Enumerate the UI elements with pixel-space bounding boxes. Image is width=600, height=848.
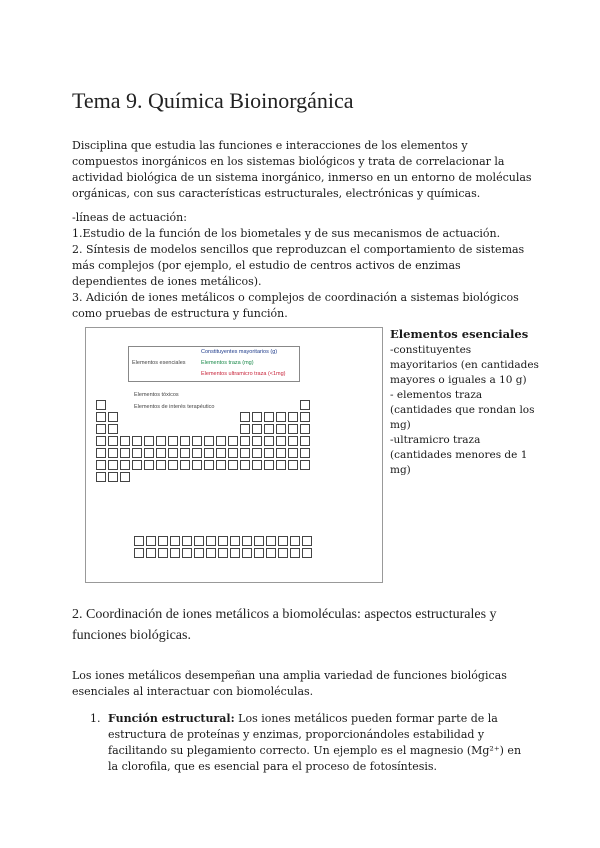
element-cell [156, 448, 166, 458]
legend-box [128, 346, 300, 382]
legend-therapeutic: Elementos de interés terapéutico [134, 404, 215, 410]
list-item-number: 1. [90, 712, 101, 725]
element-cell [252, 424, 262, 434]
section-2-heading: 2. Coordinación de iones metálicos a biomoléculas: aspectos estructurales y funciones biológicas. [72, 607, 497, 643]
element-cell [230, 548, 240, 558]
element-cell [252, 436, 262, 446]
element-cell [300, 424, 310, 434]
element-cell [228, 448, 238, 458]
element-cell [240, 448, 250, 458]
lines-block [72, 210, 532, 322]
element-cell [170, 536, 180, 546]
element-cell [96, 460, 106, 470]
periodic-table-figure [85, 327, 383, 583]
element-cell [168, 436, 178, 446]
element-cell [108, 460, 118, 470]
element-cell [276, 424, 286, 434]
element-cell [302, 536, 312, 546]
element-cell [206, 548, 216, 558]
element-cell [228, 436, 238, 446]
element-cell [120, 472, 130, 482]
element-cell [204, 448, 214, 458]
element-cell [144, 460, 154, 470]
element-cell [132, 436, 142, 446]
element-cell [158, 548, 168, 558]
element-cell [288, 436, 298, 446]
element-cell [206, 536, 216, 546]
element-cell [300, 460, 310, 470]
element-cell [252, 460, 262, 470]
element-cell [216, 448, 226, 458]
element-cell [120, 460, 130, 470]
element-cell [252, 412, 262, 422]
element-cell [300, 448, 310, 458]
element-cell [290, 536, 300, 546]
functions-list [90, 711, 530, 775]
element-cell [182, 548, 192, 558]
element-cell [180, 460, 190, 470]
element-cell [240, 436, 250, 446]
side-note-3: -ultramicro traza (cantidades menores de 1 mg) [390, 434, 528, 476]
element-cell [96, 448, 106, 458]
element-cell [204, 436, 214, 446]
element-cell [240, 460, 250, 470]
element-cell [204, 460, 214, 470]
line-2: 2. Síntesis de modelos sencillos que reproduzcan el comportamiento de sistemas más complejos (por ejemplo, el estudio de centros activos de enzimas dependientes de iones metálicos). [72, 243, 525, 288]
element-cell [218, 548, 228, 558]
element-cell [194, 548, 204, 558]
element-cell [180, 436, 190, 446]
element-cell [96, 400, 106, 410]
element-cell [96, 412, 106, 422]
element-cell [252, 448, 262, 458]
element-cell [156, 460, 166, 470]
side-note-1: -constituyentes mayoritarios (en cantidades mayores o iguales a 10 g) [390, 344, 539, 386]
element-cell [276, 448, 286, 458]
element-cell [192, 460, 202, 470]
list-item-bold: Función estructural: [108, 712, 235, 725]
element-cell [156, 436, 166, 446]
element-cell [134, 548, 144, 558]
element-cell [276, 460, 286, 470]
element-cell [120, 448, 130, 458]
element-cell [146, 536, 156, 546]
element-cell [132, 448, 142, 458]
side-title: Elementos esenciales [390, 327, 529, 341]
line-1: 1.Estudio de la función de los biometales y de sus mecanismos de actuación. [72, 227, 501, 240]
element-cell [170, 548, 180, 558]
element-cell [228, 460, 238, 470]
element-cell [120, 436, 130, 446]
element-cell [134, 536, 144, 546]
element-cell [108, 472, 118, 482]
element-cell [182, 536, 192, 546]
element-cell [180, 448, 190, 458]
legend-ultra: Elementos ultramicro traza (<1mg) [201, 371, 286, 377]
element-cell [290, 548, 300, 558]
element-cell [288, 412, 298, 422]
intro-paragraph: Disciplina que estudia las funciones e interacciones de los elementos y compuestos inorgánicos en los sistemas biológicos y trata de correlacionar la actividad biológica de un sistema inorgánico, inmerso en un entorno de moléculas orgánicas, con sus características estructurales, electrónicas y químicas. [72, 139, 532, 200]
element-cell [216, 436, 226, 446]
element-cell [192, 448, 202, 458]
element-cell [300, 436, 310, 446]
side-notes [390, 327, 540, 478]
element-cell [276, 412, 286, 422]
element-cell [108, 412, 118, 422]
element-cell [96, 472, 106, 482]
element-cell [278, 536, 288, 546]
element-cell [108, 436, 118, 446]
element-cell [288, 424, 298, 434]
element-cell [266, 536, 276, 546]
element-cell [168, 448, 178, 458]
element-cell [194, 536, 204, 546]
element-cell [216, 460, 226, 470]
element-cell [242, 536, 252, 546]
element-cell [264, 424, 274, 434]
element-cell [158, 536, 168, 546]
element-cell [266, 548, 276, 558]
element-cell [218, 536, 228, 546]
legend-major: Constituyentes mayoritarios (g) [201, 349, 278, 355]
page-title: Tema 9. Química Bioinorgánica [72, 88, 354, 113]
element-cell [146, 548, 156, 558]
element-cell [288, 448, 298, 458]
element-cell [108, 424, 118, 434]
element-cell [96, 436, 106, 446]
element-cell [264, 436, 274, 446]
element-cell [278, 548, 288, 558]
element-cell [144, 448, 154, 458]
element-cell [264, 412, 274, 422]
section-2-paragraph: Los iones metálicos desempeñan una amplia variedad de funciones biológicas esenciales al interactuar con biomoléculas. [72, 669, 507, 698]
list-item-text: Los iones metálicos pueden formar parte de la estructura de proteínas y enzimas, proporcionándoles estabilidad y facilitando su plegamiento correcto. Un ejemplo es el magnesio (Mg²⁺) en la clorofila, que es esencial para el proceso de fotosíntesis. [108, 712, 522, 773]
element-cell [144, 436, 154, 446]
element-cell [168, 460, 178, 470]
element-cell [254, 548, 264, 558]
element-cell [300, 400, 310, 410]
legend-trace: Elementos traza (mg) [201, 360, 254, 366]
element-cell [254, 536, 264, 546]
element-cell [240, 424, 250, 434]
element-cell [300, 412, 310, 422]
element-cell [302, 548, 312, 558]
element-cell [276, 436, 286, 446]
element-cell [96, 424, 106, 434]
line-3: 3. Adición de iones metálicos o complejos de coordinación a sistemas biológicos como pruebas de estructura y función. [72, 291, 519, 320]
element-cell [230, 536, 240, 546]
element-cell [108, 448, 118, 458]
element-cell [240, 412, 250, 422]
legend-toxic: Elementos tóxicos [134, 392, 179, 398]
side-note-2: - elementos traza (cantidades que rondan los mg) [390, 389, 535, 431]
element-cell [288, 460, 298, 470]
element-cell [132, 460, 142, 470]
legend-title: Elementos esenciales [132, 360, 186, 366]
element-cell [264, 460, 274, 470]
element-cell [192, 436, 202, 446]
lines-heading: -líneas de actuación: [72, 211, 187, 224]
list-item-1 [108, 711, 530, 775]
element-cell [264, 448, 274, 458]
element-cell [242, 548, 252, 558]
